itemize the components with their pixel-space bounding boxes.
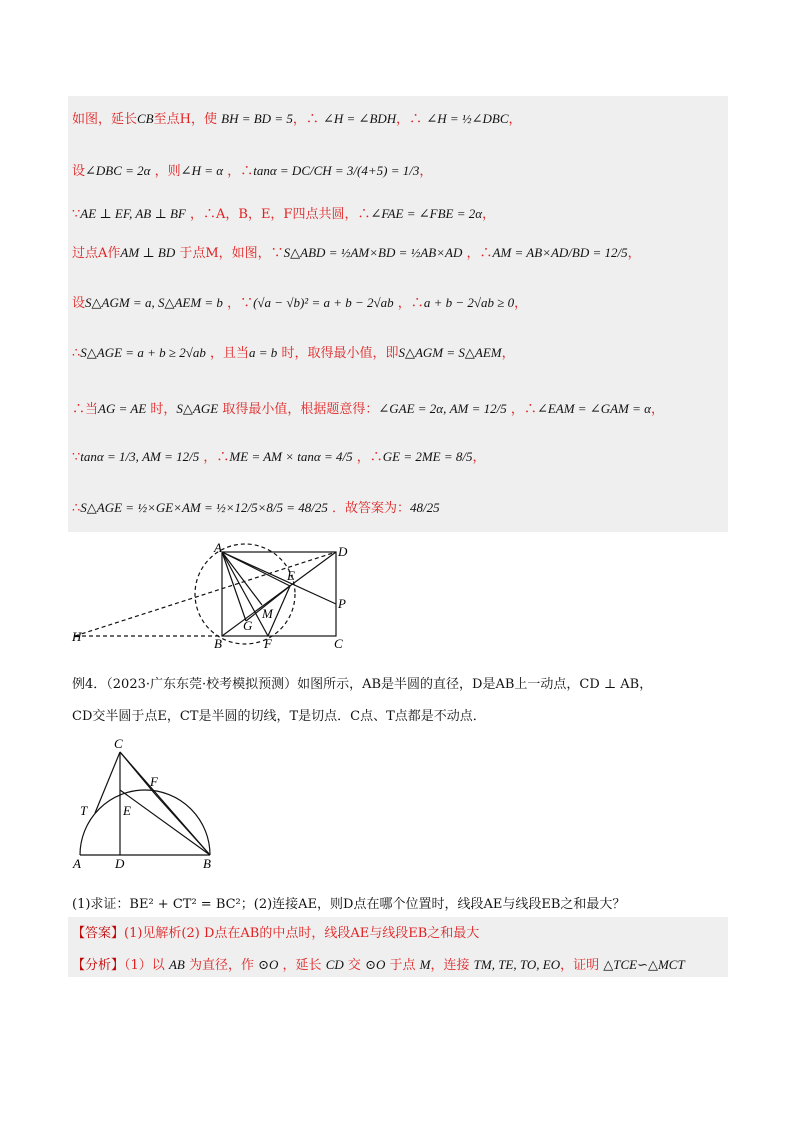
figure1-label-m: M bbox=[262, 606, 273, 621]
figure1-label-g: G bbox=[243, 618, 253, 633]
example4-line-1: 例4．（2023·广东东莞·校考模拟预测）如图所示，AB是半圆的直径，D是AB上一动点，CD ⊥ AB， bbox=[72, 677, 653, 692]
figure1-label-p: P bbox=[338, 596, 346, 611]
solution-line-8: ∵tanα = 1/3, AM = 12/5 ，∴ME = AM × tanα = 4/5 ，∴GE = 2ME = 8/5， bbox=[72, 449, 486, 465]
figure2-label-b: B bbox=[203, 856, 211, 871]
figure2-label-d: D bbox=[115, 856, 125, 871]
solution-line-4: 过点A作AM ⊥ BD 于点M，如图，∵S△ABD = ½AM×BD = ½AB×AD ，∴AM = AB×AD/BD = 12/5， bbox=[72, 245, 641, 261]
figure1-label-c: C bbox=[334, 636, 343, 651]
figure1-label-b: B bbox=[214, 636, 222, 651]
geometry-figure-semicircle bbox=[70, 730, 230, 875]
figure2-label-e: E bbox=[123, 803, 131, 818]
figure2-label-f: F bbox=[150, 774, 158, 789]
solution-line-6: ∴S△AGE = a + b ≥ 2√ab ，且当a = b 时，取得最小值，即S△AGM = S△AEM， bbox=[72, 345, 515, 361]
solution-line-7: ∴当AG = AE 时，S△AGE 取得最小值，根据题意得：∠GAE = 2α, AM = 12/5 ，∴∠EAM = ∠GAM = α， bbox=[72, 401, 664, 417]
figure2-label-a: A bbox=[73, 856, 81, 871]
figure1-label-f: F bbox=[264, 636, 272, 651]
figure1-label-d: D bbox=[338, 544, 348, 559]
solution-line-5: 设S△AGM = a, S△AEM = b ，∵(√a − √b)² = a + b − 2√ab ，∴a + b − 2√ab ≥ 0， bbox=[72, 295, 528, 311]
solution-line-9: ∴S△AGE = ½×GE×AM = ½×12/5×8/5 = 48/25 ．故答案为：48/25 bbox=[72, 500, 440, 516]
example4-line-2: CD交半圆于点E，CT是半圆的切线，T是切点．C点、T点都是不动点． bbox=[72, 709, 486, 724]
analysis-line: 【分析】（1）以 AB 为直径，作 ⊙O ，延长 CD 交 ⊙O 于点 M，连接 TM, TE, TO, EO，证明 △TCE∽△MCT bbox=[72, 957, 685, 973]
figure1-label-e: E bbox=[287, 568, 295, 583]
figure2-label-c: C bbox=[114, 736, 123, 751]
question-text: (1)求证：BE² + CT² = BC²；(2)连接AE，则D点在哪个位置时，线段AE与线段EB之和最大？ bbox=[72, 897, 626, 912]
figure2-label-t: T bbox=[80, 803, 88, 818]
solution-line-1: 如图，延长CB至点H，使 BH = BD = 5，∴ ∠H = ∠BDH，∴ ∠H = ½∠DBC， bbox=[72, 111, 522, 127]
answer-text: (1)见解析(2) D点在AB的中点时，线段AE与线段EB之和最大 bbox=[124, 926, 480, 941]
solution-line-2: 设∠DBC = 2α ，则∠H = α ，∴tanα = DC/CH = 3/(4+5) = 1/3， bbox=[72, 163, 433, 179]
figure1-label-a: A bbox=[214, 540, 222, 555]
figure1-label-h: H bbox=[72, 629, 82, 644]
analysis-tag: 【分析】 bbox=[72, 958, 125, 973]
answer-line bbox=[72, 922, 479, 941]
solution-line-3: ∵AE ⊥ EF, AB ⊥ BF ，∴A，B，E，F四点共圆，∴∠FAE = ∠FBE = 2α， bbox=[72, 206, 496, 222]
answer-tag: 【答案】 bbox=[72, 926, 125, 941]
geometry-figure-rectangle bbox=[60, 540, 360, 655]
